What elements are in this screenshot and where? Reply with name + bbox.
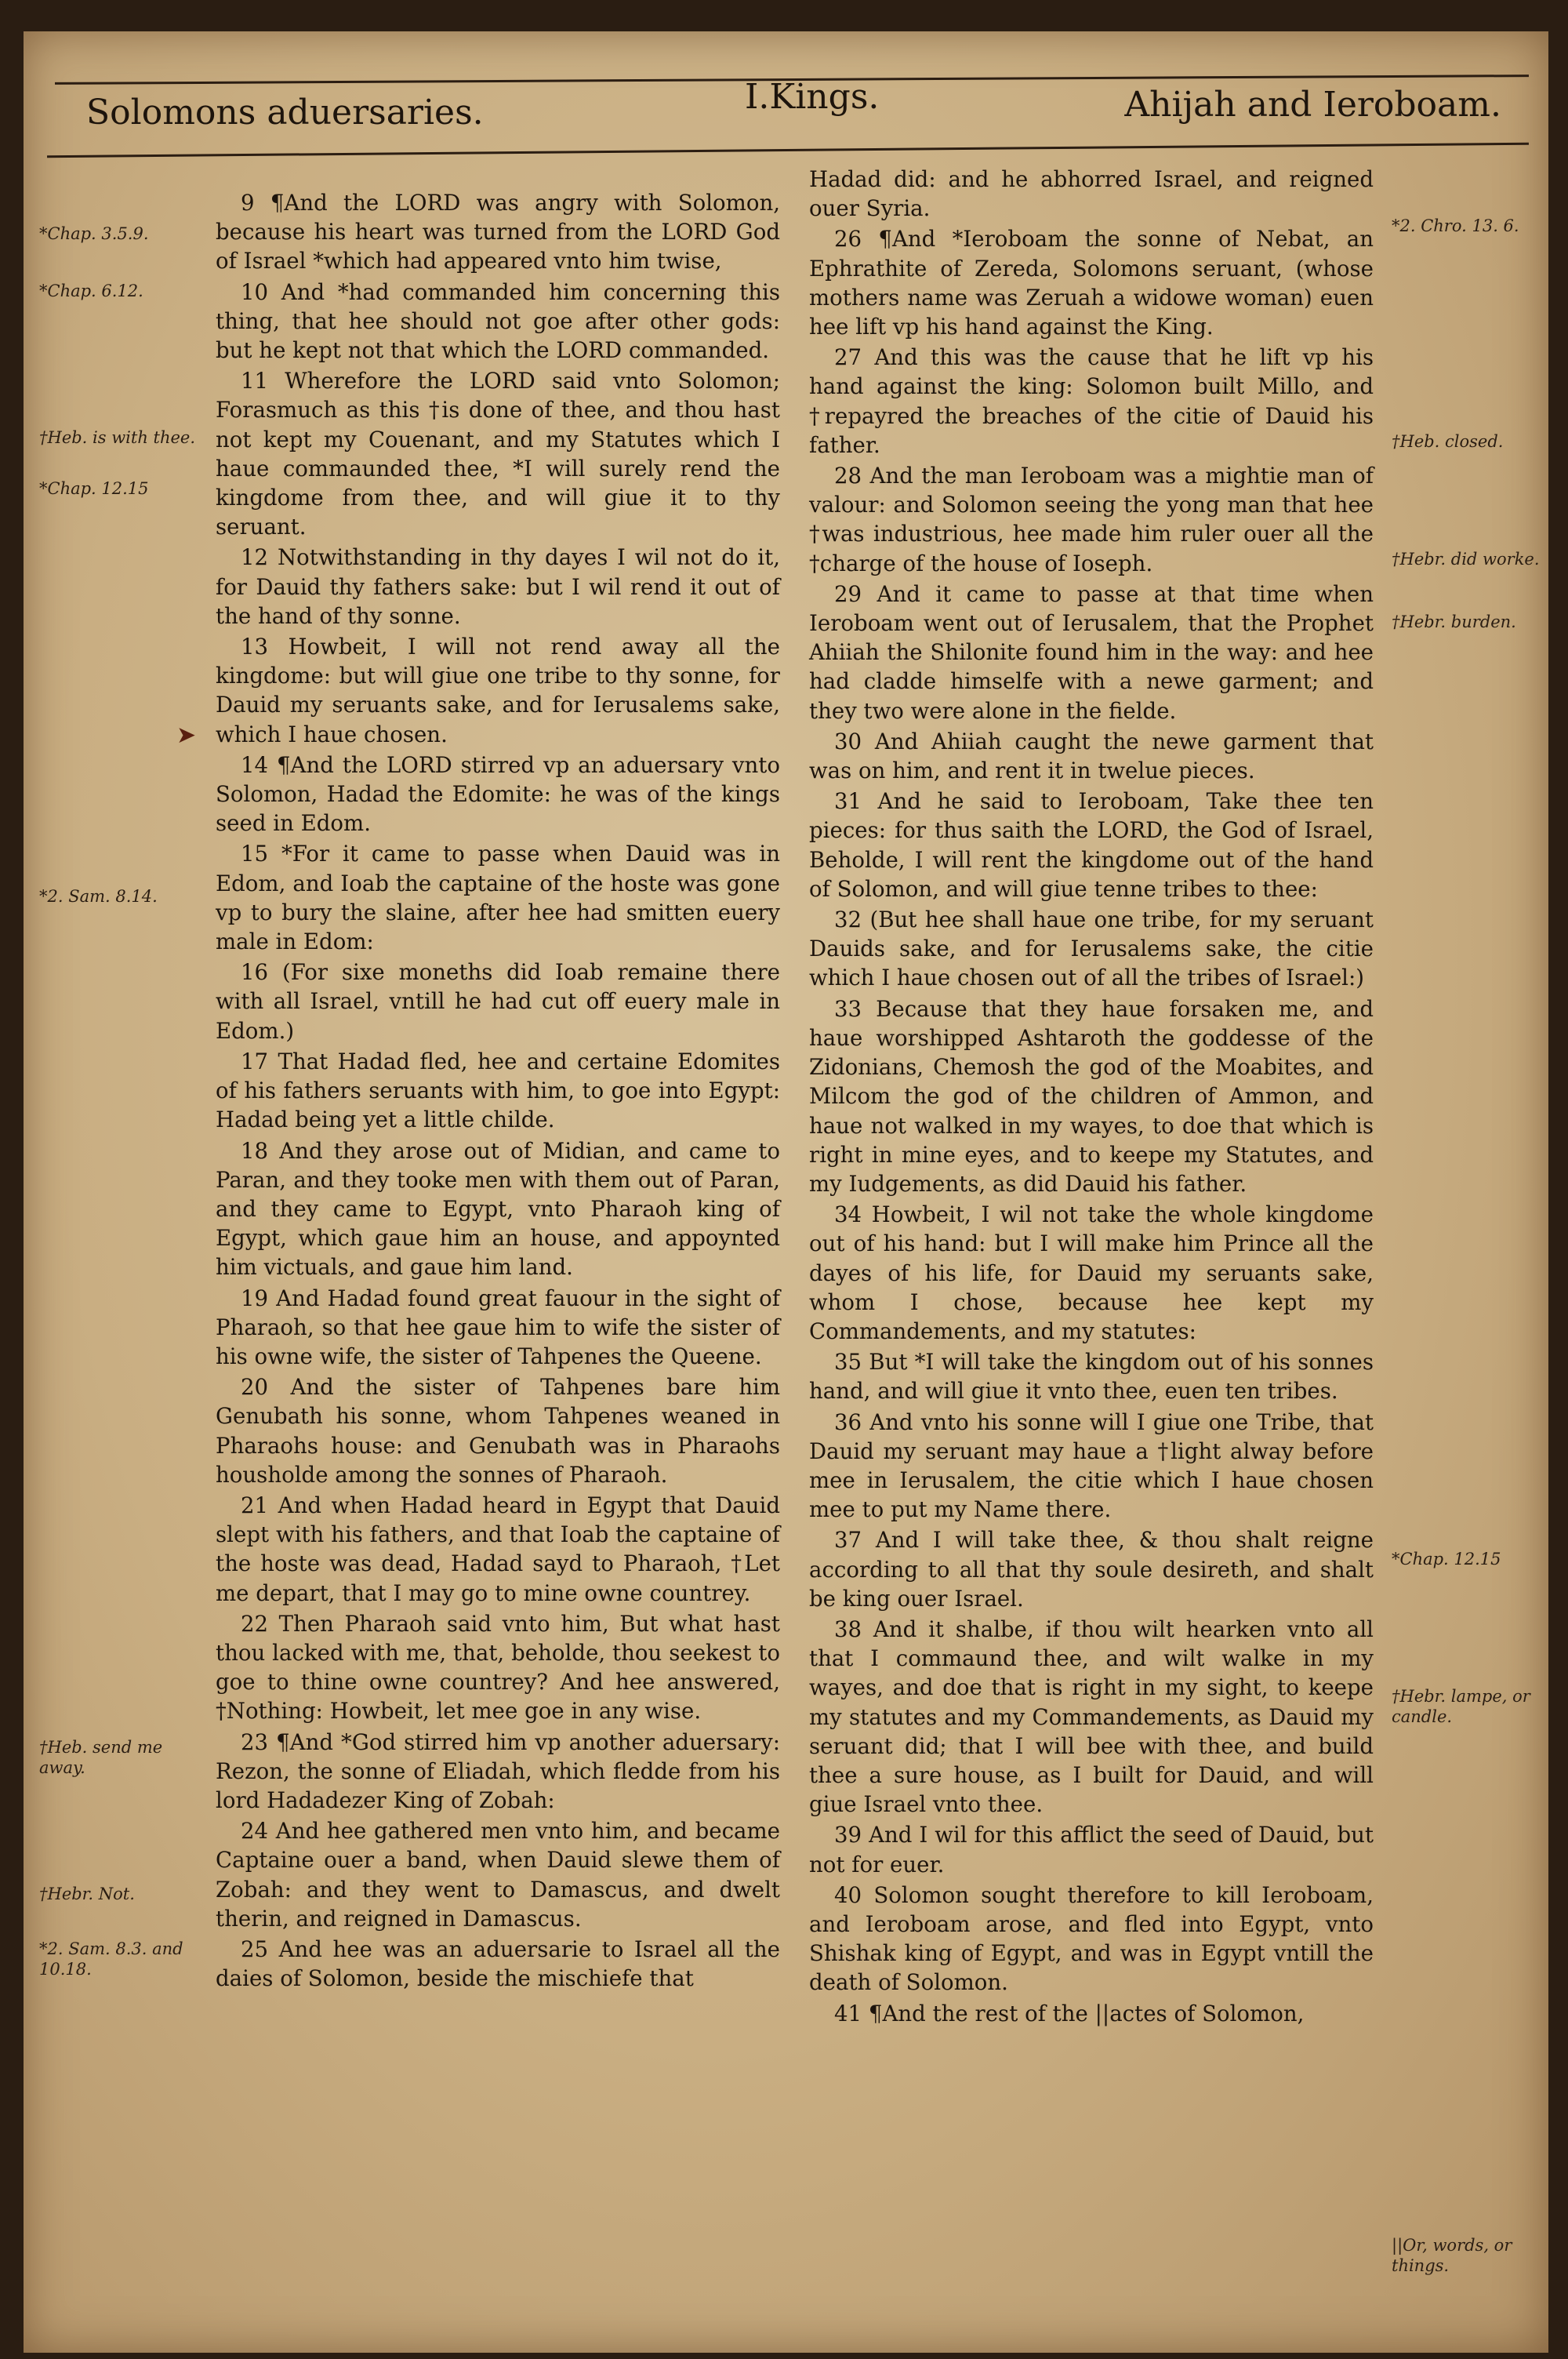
margin-note-left: †Hebr. Not. xyxy=(39,1885,135,1903)
verse-24: 24 And hee gathered men vnto him, and became Captaine ouer a band, when Dauid slewe them of Zobah: and they went to Damascus, and dwelt therin, and reigned in Damascus. xyxy=(216,1818,780,1932)
margin-note-left: *Chap. 6.12. xyxy=(39,282,143,300)
verse-10: 10 And *had commanded him concerning this thing, that hee should not goe after other gods: but he kept not that which the LORD commanded. xyxy=(216,278,780,364)
verse-41: 41 ¶And the rest of the ||actes of Solomon, xyxy=(834,2000,1305,2026)
margin-note-right: *Chap. 12.15 xyxy=(1392,1550,1501,1568)
verse-27: 27 And this was the cause that he lift vp his hand against the king: Solomon built Millo, and †repayred the breaches of the citie of Dauid his father. xyxy=(809,344,1374,458)
verse-29: 29 And it came to passe at that time when Ieroboam went out of Ierusalem, that the Prophet Ahiiah the Shilonite found him in the way: and hee had cladde himselfe with a newe garment; and they two were alone in the fielde. xyxy=(809,580,1374,724)
margin-note-right: †Hebr. burden. xyxy=(1392,612,1516,631)
verse-20: 20 And the sister of Tahpenes bare him Genubath his sonne, whom Tahpenes weaned in Pharaohs house: and Genubath was in Pharaohs housholde among the sonnes of Pharaoh. xyxy=(216,1374,780,1488)
verse-12: 12 Notwithstanding in thy dayes I wil not do it, for Dauid thy fathers sake: but I wil rend it out of the hand of thy sonne. xyxy=(216,544,780,629)
verse-39: 39 And I wil for this afflict the seed of Dauid, but not for euer. xyxy=(809,1822,1374,1877)
verse-15: 15 *For it came to passe when Dauid was in Edom, and Ioab the captaine of the hoste was gone vp to bury the slaine, after hee had smitten euery male in Edom: xyxy=(216,841,780,955)
verse-28: 28 And the man Ieroboam was a mightie man of valour: and Solomon seeing the yong man that hee †was industrious, hee made him ruler ouer all the †charge of the house of Ioseph. xyxy=(809,463,1374,576)
verse-35: 35 But *I will take the kingdom out of his sonnes hand, and will giue it vnto thee, euen ten tribes. xyxy=(809,1349,1374,1405)
verse-23: 23 ¶And *God stirred him vp another aduersary: Rezon, the sonne of Eliadah, which fledde from his lord Hadadezer King of Zobah: xyxy=(216,1728,780,1813)
right-column xyxy=(809,165,1374,2030)
verse-31: 31 And he said to Ieroboam, Take thee ten pieces: for thus saith the LORD, the God of Israel, Beholde, I will rent the kingdome out of the hand of Solomon, and will giue tenne tribes to thee: xyxy=(809,788,1374,902)
left-column xyxy=(216,188,780,1994)
margin-note-right: †Hebr. did worke. xyxy=(1392,550,1540,569)
header-book-title: I.Kings. xyxy=(745,77,880,117)
margin-note-left: *Chap. 3.5.9. xyxy=(39,224,149,243)
verse-32: 32 (But hee shall haue one tribe, for my seruant Dauids sake, and for Ierusalems sake, the citie which I haue chosen out of all the tribes of Israel:) xyxy=(809,907,1374,991)
verse-11: 11 Wherefore the LORD said vnto Solomon; Forasmuch as this †is done of thee, and thou hast not kept my Couenant, and my Statutes which I haue commaunded thee, *I will surely rend the kingdome from thee, and will giue it to thy seruant. xyxy=(216,368,780,540)
verse-36: 36 And vnto his sonne will I giue one Tribe, that Dauid my seruant may haue a †light alway before mee in Ierusalem, the citie which I haue chosen mee to put my Name there. xyxy=(809,1408,1374,1523)
header-left-title: Solomons aduersaries. xyxy=(86,93,484,133)
manicule-mark: ➤ xyxy=(176,722,197,749)
verse-14: 14 ¶And the LORD stirred vp an aduersary vnto Solomon, Hadad the Edomite: he was of the kings seed in Edom. xyxy=(216,751,780,837)
verse-13: 13 Howbeit, I will not rend away all the kingdome: but will giue one tribe to thy sonne, for Dauid my seruants sake, and for Ierusalems sake, which I haue chosen. xyxy=(216,634,780,747)
verse-40: 40 Solomon sought therefore to kill Ieroboam, and Ieroboam arose, and fled into Egypt, vnto Shishak king of Egypt, and was in Egypt vntill the death of Solomon. xyxy=(809,1881,1374,1996)
margin-note-left: *2. Sam. 8.14. xyxy=(39,887,158,906)
margin-note-right: ||Or, words, or things. xyxy=(1392,2236,1512,2275)
margin-note-right: †Heb. closed. xyxy=(1392,432,1504,451)
verse-17: 17 That Hadad fled, hee and certaine Edomites of his fathers seruants with him, to goe into Egypt: Hadad being yet a little childe. xyxy=(216,1048,780,1133)
verse-26: 26 ¶And *Ieroboam the sonne of Nebat, an Ephrathite of Zereda, Solomons seruant, (whose mothers name was Zeruah a widowe woman) euen hee lift vp his hand against the King. xyxy=(809,226,1374,340)
header-rule-bottom xyxy=(47,143,1529,158)
header-right-title: Ahijah and Ieroboam. xyxy=(1124,85,1501,125)
verse-37: 37 And I will take thee, & thou shalt reigne according to all that thy soule desireth, and shalt be king ouer Israel. xyxy=(809,1527,1374,1612)
verse-22: 22 Then Pharaoh said vnto him, But what hast thou lacked with me, that, beholde, thou seekest to goe to thine owne countrey? And hee answered, †Nothing: Howbeit, let mee goe in any wise. xyxy=(216,1610,780,1725)
bible-page xyxy=(24,31,1548,2353)
verse-25: 25 And hee was an aduersarie to Israel all the daies of Solomon, beside the mischiefe that xyxy=(216,1936,780,1992)
verse-25-cont: Hadad did: and he abhorred Israel, and reigned ouer Syria. xyxy=(809,166,1374,222)
verse-30: 30 And Ahiiah caught the newe garment that was on him, and rent it in twelue pieces. xyxy=(809,728,1374,784)
margin-note-right: †Hebr. lampe, or candle. xyxy=(1392,1687,1530,1726)
verse-34: 34 Howbeit, I wil not take the whole kingdome out of his hand: but I will make him Prince all the dayes of his life, for Dauid my seruants sake, whom I chose, because hee kept my Commandements, and my statutes: xyxy=(809,1201,1374,1344)
verse-38: 38 And it shalbe, if thou wilt hearken vnto all that I commaund thee, and wilt walke in my wayes, and doe that is right in my sight, to keepe my statutes and my Commandements, as Dauid my seruant did; that I will bee with thee, and build thee a sure house, as I built for Dauid, and will giue Israel vnto thee. xyxy=(809,1616,1374,1818)
margin-note-left: *2. Sam. 8.3. and 10.18. xyxy=(39,1939,183,1979)
margin-note-left: *Chap. 12.15 xyxy=(39,479,149,498)
margin-note-left: †Heb. send me away. xyxy=(39,1738,163,1777)
running-header xyxy=(24,31,1548,173)
verse-18: 18 And they arose out of Midian, and came to Paran, and they tooke men with them out of Paran, and they came to Egypt, vnto Pharaoh king of Egypt, which gaue him an house, and appoynted him victuals, and gaue him land. xyxy=(216,1137,780,1281)
verse-33: 33 Because that they haue forsaken me, and haue worshipped Ashtaroth the goddesse of the Zidonians, Chemosh the god of the Moabites, and Milcom the god of the children of Ammon, and haue not walked in my wayes, to doe that which is right in mine eyes, and to keepe my Statutes, and my Iudgements, as did Dauid his father. xyxy=(809,995,1374,1197)
verse-9: 9 ¶And the LORD was angry with Solomon, because his heart was turned from the LORD God of Israel *which had appeared vnto him twise, xyxy=(216,190,780,274)
verse-19: 19 And Hadad found great fauour in the sight of Pharaoh, so that hee gaue him to wife the sister of his owne wife, the sister of Tahpenes the Queene. xyxy=(216,1285,780,1369)
margin-note-right: *2. Chro. 13. 6. xyxy=(1392,216,1519,235)
margin-note-left: †Heb. is with thee. xyxy=(39,428,196,447)
verse-21: 21 And when Hadad heard in Egypt that Dauid slept with his fathers, and that Ioab the captaine of the hoste was dead, Hadad sayd to Pharaoh, †Let me depart, that I may go to mine owne countrey. xyxy=(216,1492,780,1606)
verse-16: 16 (For sixe moneths did Ioab remaine there with all Israel, vntill he had cut off euery male in Edom.) xyxy=(216,959,780,1044)
